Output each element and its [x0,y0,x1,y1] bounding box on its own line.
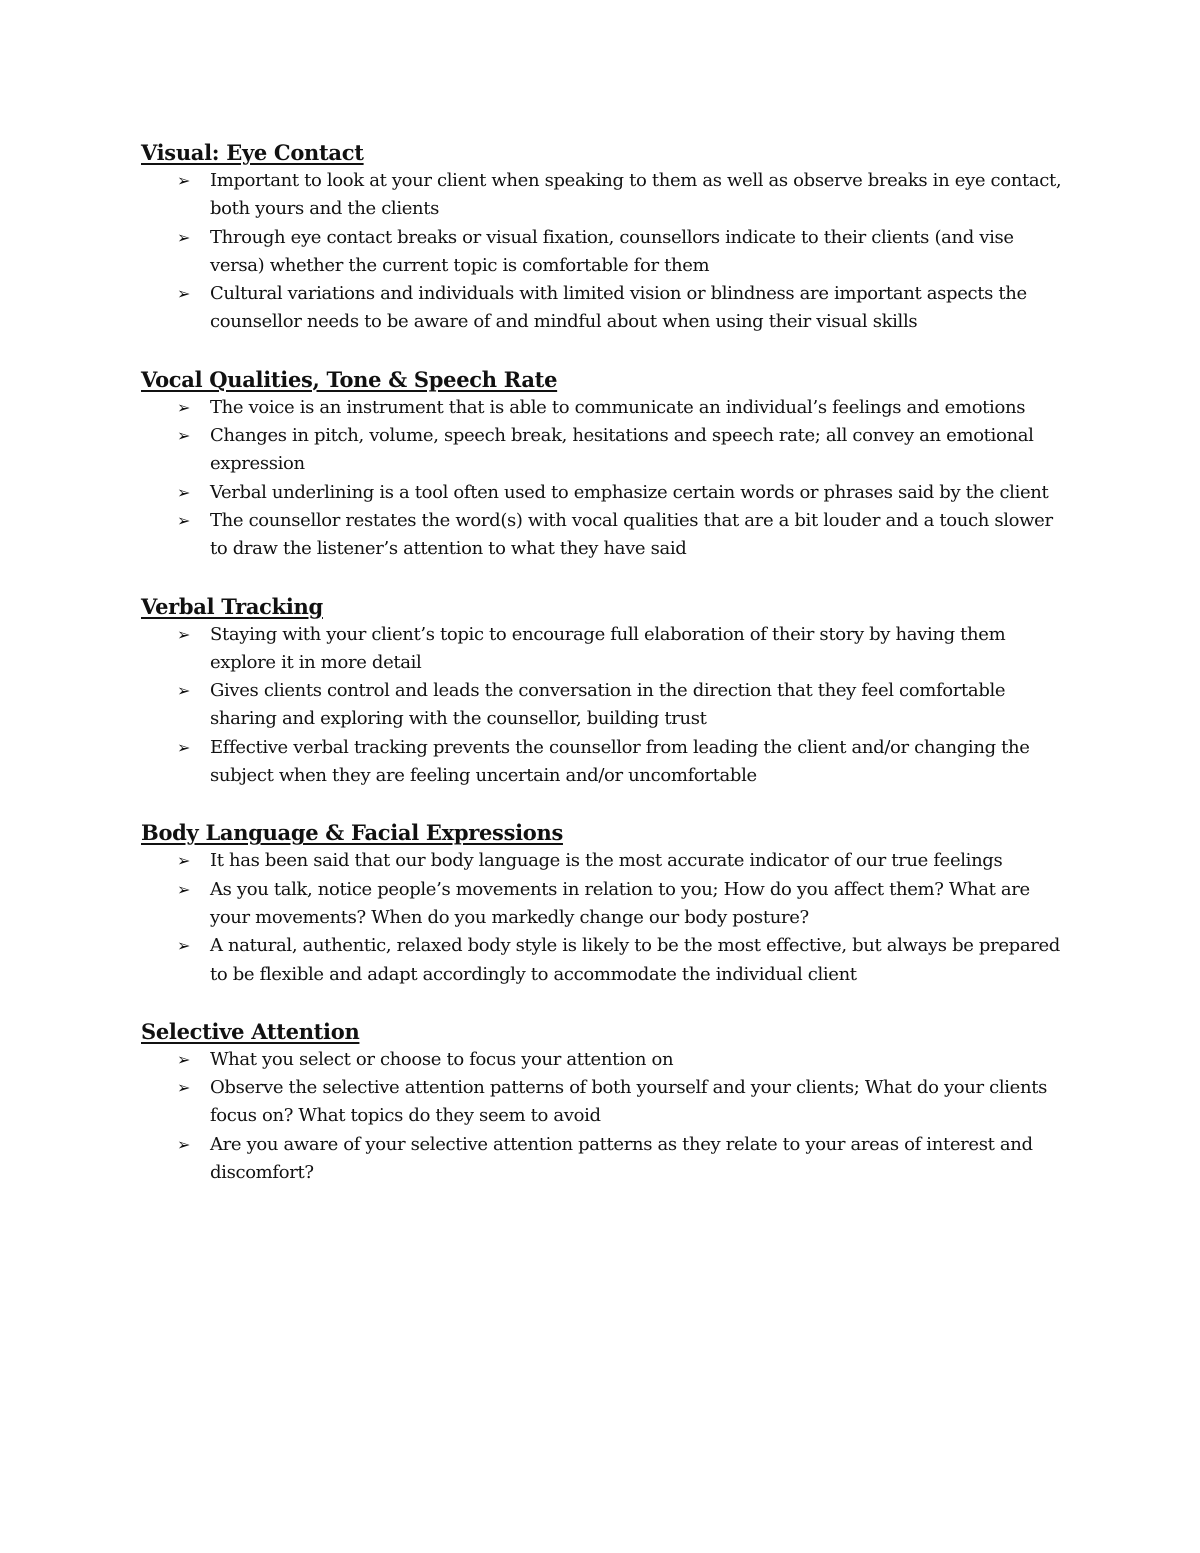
list-item [177,422,1070,479]
list-item-text: Changes in pitch, volume, speech break, hesitations and speech rate; all convey an emotional expression [210,425,1034,475]
section-heading: Body Language & Facial Expressions [141,820,563,846]
list-item [177,280,1070,337]
list-item-text: As you talk, notice people’s movements in relation to you; How do you affect them? What are your movements? When do you markedly change our body posture? [210,878,1030,928]
arrow-bullet-icon: ➢ [177,171,191,190]
list-item-text: Staying with your client’s topic to encourage full elaboration of their story by having them explore it in more detail [210,623,1006,673]
list-item [177,677,1070,734]
section-heading: Selective Attention [141,1018,360,1044]
list-item [177,1131,1070,1188]
list-item [177,847,1070,875]
list-item-text: It has been said that our body language is the most accurate indicator of our true feelings [210,850,1003,872]
arrow-bullet-icon: ➢ [177,227,191,247]
arrow-bullet-icon: ➢ [177,936,191,956]
list-item-text: Observe the selective attention patterns of both yourself and your clients; What do your clients focus on? What topics do they seem to avoid [210,1077,1047,1127]
arrow-bullet-icon: ➢ [177,397,191,417]
list-item [177,1046,1070,1074]
arrow-bullet-icon: ➢ [177,737,191,757]
list-item-text: Effective verbal tracking prevents the counsellor from leading the client and/or changing the subject when they are feeling uncertain and/or uncomfortable [210,736,1030,787]
section-vocal-qualities [141,366,1070,564]
list-item [177,621,1070,678]
list-item-text: What you select or choose to focus your attention on [210,1048,674,1070]
list-item [177,394,1070,422]
section-selective-attention [141,1018,1070,1187]
bullet-list [141,621,1070,791]
list-item [177,479,1070,507]
bullet-list [141,394,1070,564]
arrow-bullet-icon: ➢ [177,482,191,502]
section-heading: Verbal Tracking [141,593,323,619]
list-item-text: The voice is an instrument that is able to communicate an individual’s feelings and emotions [210,396,1026,418]
arrow-bullet-icon: ➢ [177,681,191,701]
arrow-bullet-icon: ➢ [177,510,191,530]
arrow-bullet-icon: ➢ [177,1078,191,1098]
section-heading: Visual: Eye Contact [141,140,364,165]
arrow-bullet-icon: ➢ [177,851,191,871]
section-body-language [141,819,1070,988]
list-item [177,932,1070,989]
list-item [177,734,1070,791]
list-item-text: Verbal underlining is a tool often used to emphasize certain words or phrases said by the client [210,481,1049,503]
list-item [177,224,1070,281]
list-item-text: Through eye contact breaks or visual fixation, counsellors indicate to their clients (and vise versa) whether the current topic is comfortable for them [210,226,1014,276]
list-item-text: Cultural variations and individuals with limited vision or blindness are important aspects the counsellor needs to be aware of and mindful about when using their visual skills [210,283,1027,333]
list-item-text: Are you aware of your selective attention patterns as they relate to your areas of interest and discomfort? [210,1133,1033,1184]
section-verbal-tracking [141,593,1070,791]
list-item [177,507,1070,564]
list-item-text: A natural, authentic, relaxed body style is likely to be the most effective, but always be prepared to be flexible and adapt accordingly to accommodate the individual client [210,935,1060,985]
arrow-bullet-icon: ➢ [177,284,191,304]
bullet-list [141,1046,1070,1187]
list-item [177,167,1070,224]
list-item-text: The counsellor restates the word(s) with vocal qualities that are a bit louder and a touch slower to draw the listener’s attention to what they have said [210,509,1053,560]
arrow-bullet-icon: ➢ [177,1049,191,1069]
list-item-text: Important to look at your client when speaking to them as well as observe breaks in eye contact, both yours and the clients [210,170,1062,220]
section-visual-eye-contact [141,139,1070,337]
list-item-text: Gives clients control and leads the conversation in the direction that they feel comfortable sharing and exploring with the counsellor, building trust [210,680,1006,730]
arrow-bullet-icon: ➢ [177,879,191,899]
list-item [177,876,1070,933]
arrow-bullet-icon: ➢ [177,624,191,644]
arrow-bullet-icon: ➢ [177,426,191,446]
section-heading: Vocal Qualities, Tone & Speech Rate [141,366,558,392]
list-item [177,1074,1070,1131]
arrow-bullet-icon: ➢ [177,1134,191,1154]
bullet-list [141,167,1070,337]
bullet-list [141,847,1070,988]
